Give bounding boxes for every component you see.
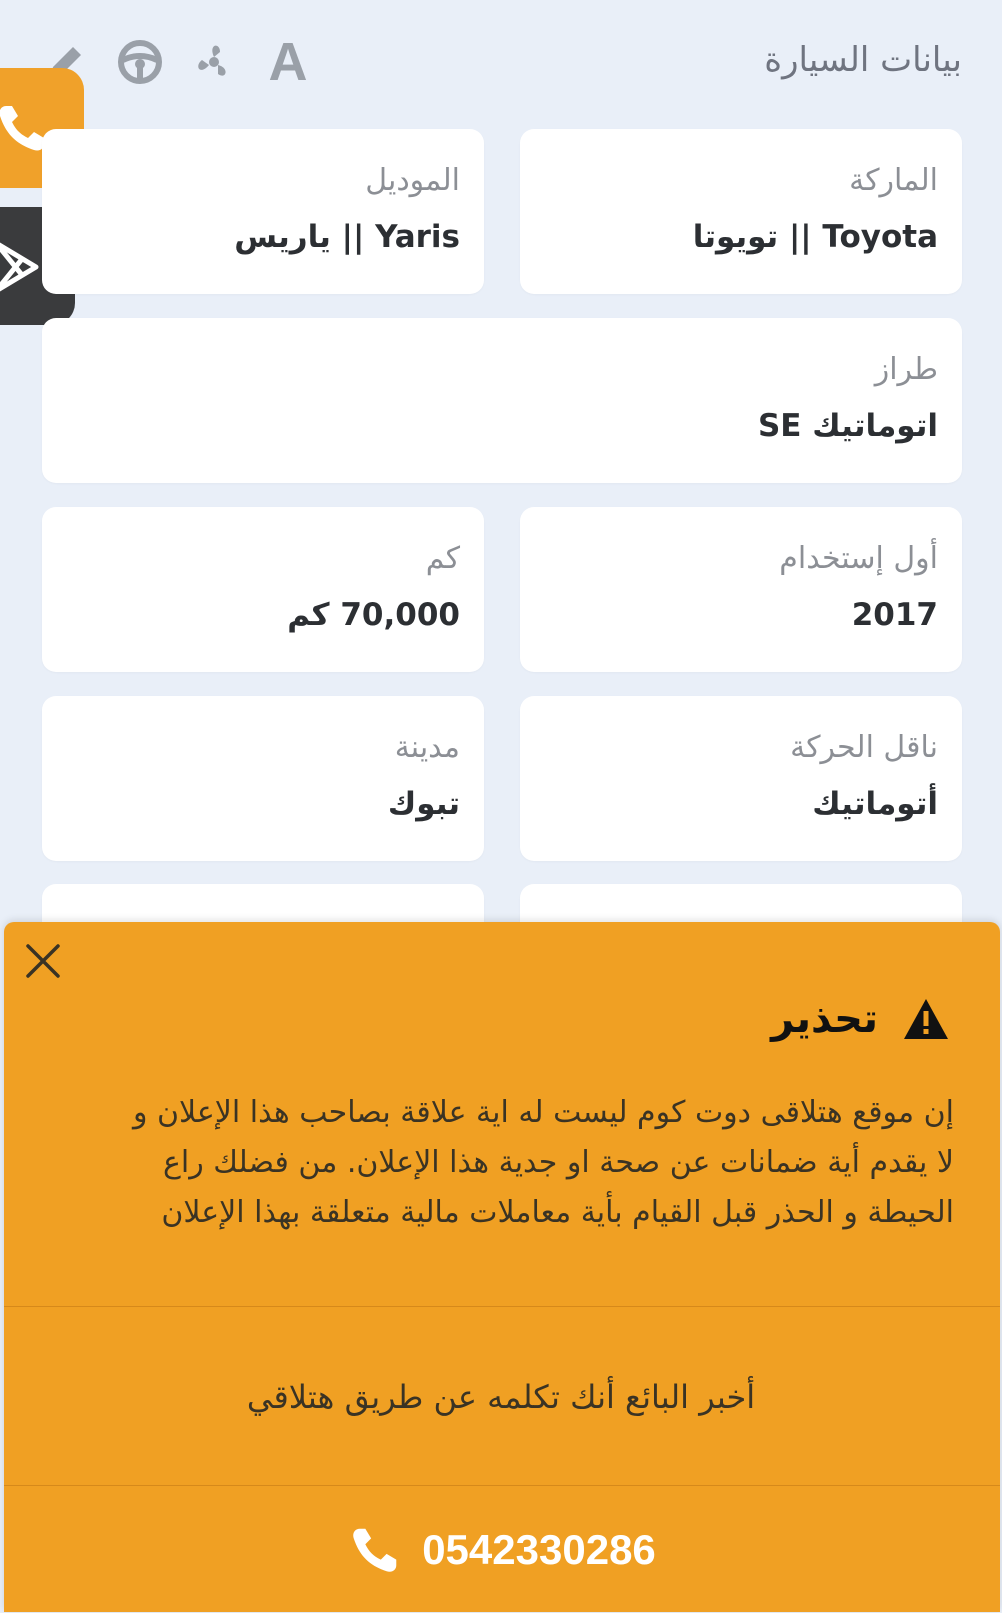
warning-line: إن موقع هتلاقى دوت كوم ليست له اية علاقة بصاحب هذا الإعلان و (132, 1095, 954, 1130)
tell-seller-text: أخبر البائع أنك تكلمه عن طريق هتلاقي (246, 1378, 756, 1416)
divider (4, 1306, 1000, 1307)
spec-value: 2017 (851, 597, 938, 633)
warning-message (74, 1088, 954, 1238)
spec-label: كم (425, 541, 460, 576)
spec-label: طراز (874, 352, 938, 387)
spec-value: Toyota || تويوتا (692, 219, 938, 255)
close-icon (22, 940, 64, 982)
spec-label: أول إستخدام (779, 541, 938, 576)
play-store-icon (0, 237, 46, 297)
spec-card-first-use (520, 507, 962, 672)
warning-icon (902, 997, 950, 1041)
spec-value: Yaris || ياريس (234, 219, 460, 255)
warning-line: لا يقدم أية ضمانات عن صحة او جدية هذا الإعلان. من فضلك راع (163, 1145, 954, 1180)
section-title: بيانات السيارة (764, 40, 962, 80)
spec-label: الماركة (849, 163, 938, 198)
phone-icon (346, 1521, 404, 1579)
warning-line: الحيطة و الحذر قبل القيام بأية معاملات مالية متعلقة بهذا الإعلان (161, 1195, 954, 1230)
warning-header (771, 996, 950, 1042)
spec-card-km (42, 507, 484, 672)
divider (4, 1485, 1000, 1486)
spec-label: مدينة (394, 730, 460, 765)
section-header (0, 0, 1002, 120)
spec-card-brand (520, 129, 962, 294)
spec-card-transmission (520, 696, 962, 861)
warning-title: تحذير (771, 996, 878, 1042)
spec-card-city (42, 696, 484, 861)
spec-value: أتوماتيك (812, 786, 938, 822)
steering-wheel-icon[interactable] (114, 36, 166, 88)
call-button[interactable] (0, 1520, 1002, 1580)
spec-card-trim (42, 318, 962, 483)
close-button[interactable] (22, 940, 64, 982)
spec-label: ناقل الحركة (790, 730, 938, 765)
spec-value: 70,000 كم (287, 597, 460, 633)
spec-value: تبوك (387, 786, 460, 822)
font-a-icon[interactable] (262, 32, 314, 92)
font-a-letter: A (268, 32, 308, 92)
spec-value: اتوماتيك SE (757, 408, 938, 444)
spec-label: الموديل (365, 163, 460, 198)
phone-number: 0542330286 (422, 1526, 656, 1573)
fan-icon[interactable] (188, 36, 240, 88)
spec-card-model (42, 129, 484, 294)
